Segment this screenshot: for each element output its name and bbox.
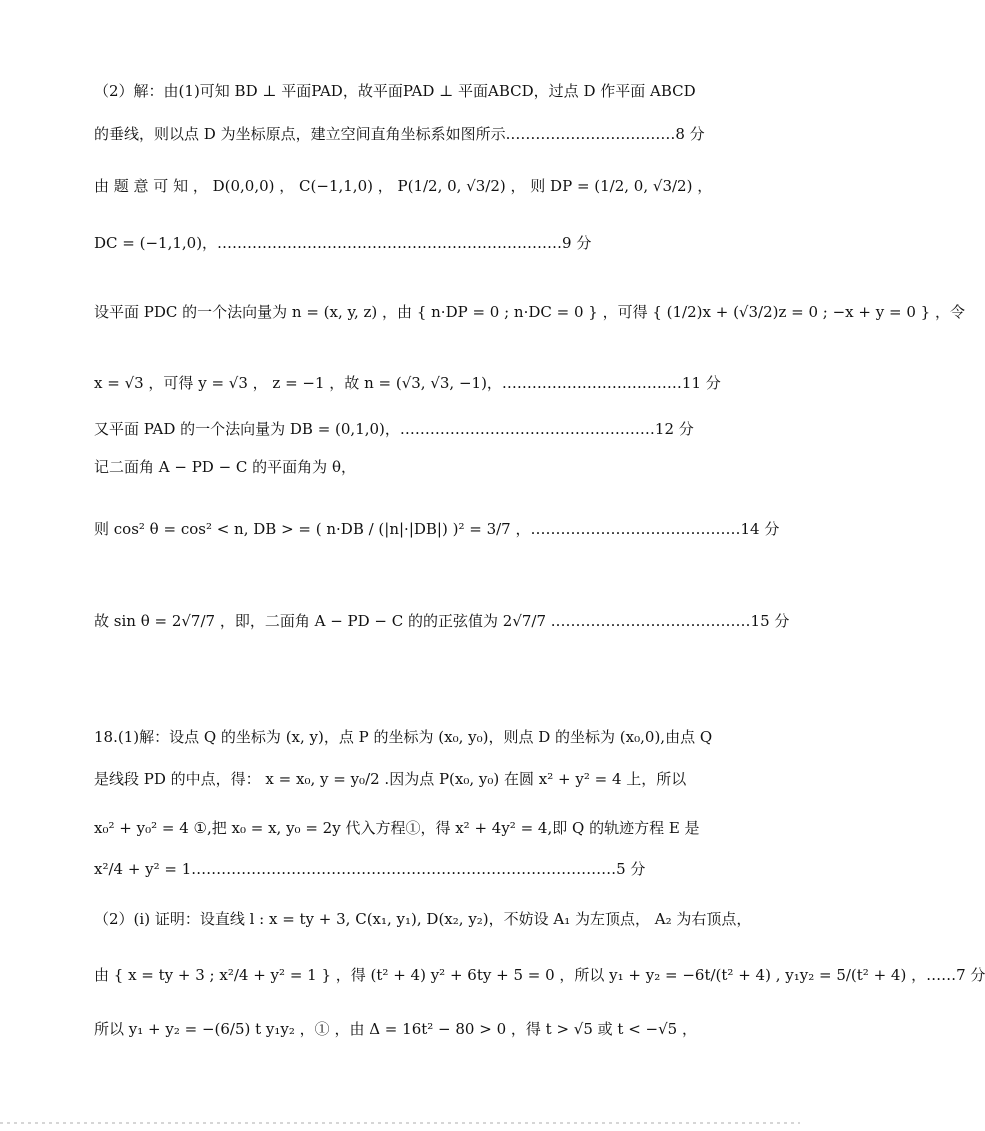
text-line-14: x²/4 + y² = 1.…………………………………………………………………………5 分: [94, 860, 646, 878]
text-line-17: 所以 y₁ + y₂ = −(6/5) t y₁y₂ ，① ，由 Δ = 16t² − 80 > 0 ，得 t > √5 或 t < −√5 ，: [94, 1020, 697, 1038]
text-line-12: 是线段 PD 的中点，得： x = x₀, y = y₀/2 .因为点 P(x₀, y₀) 在圆 x² + y² = 4 上，所以: [94, 770, 687, 788]
text-line-11: 18.(1)解：设点 Q 的坐标为 (x, y)，点 P 的坐标为 (x₀, y₀)，则点 D 的坐标为 (x₀,0),由点 Q: [94, 728, 713, 746]
text-line-16: 由 { x = ty + 3 ; x²/4 + y² = 1 } ，得 (t² + 4) y² + 6ty + 5 = 0 ，所以 y₁ + y₂ = −6t/(t² + 4) , y₁y₂ = 5/(t² + 4) ，……7 分: [94, 966, 985, 984]
page-bottom-rule: [0, 1122, 800, 1124]
text-line-10: 故 sin θ = 2√7/7 ，即，二面角 A − PD − C 的的正弦值为 2√7/7 .…………………………………15 分: [94, 612, 790, 630]
text-line-7: 又平面 PAD 的一个法向量为 DB = (0,1,0)，……………………………………………12 分: [94, 420, 694, 438]
text-line-9: 则 cos² θ = cos² < n, DB > = ( n·DB / (|n|·|DB|) )² = 3/7 ，……………………………………14 分: [94, 520, 780, 538]
text-line-1: （2）解：由(1)可知 BD ⊥ 平面PAD，故平面PAD ⊥ 平面ABCD，过点 D 作平面 ABCD: [94, 82, 696, 100]
text-line-13: x₀² + y₀² = 4 ①,把 x₀ = x, y₀ = 2y 代入方程①，得 x² + 4y² = 4,即 Q 的轨迹方程 E 是: [94, 819, 700, 837]
text-line-8: 记二面角 A − PD − C 的平面角为 θ，: [94, 458, 356, 476]
text-line-15: （2）(i) 证明：设直线 l : x = ty + 3, C(x₁, y₁), D(x₂, y₂)，不妨设 A₁ 为左顶点， A₂ 为右顶点，: [94, 910, 752, 928]
text-line-5: 设平面 PDC 的一个法向量为 n = (x, y, z) ，由 { n·DP = 0 ; n·DC = 0 } ，可得 { (1/2)x + (√3/2)z = 0 ; −x + y = 0 } ，令: [94, 303, 965, 321]
text-line-3: 由 题 意 可 知 ， D(0,0,0) ， C(−1,1,0) ， P(1/2, 0, √3/2) ， 则 DP = (1/2, 0, √3/2) ，: [94, 177, 713, 195]
text-line-4: DC = (−1,1,0)，……………………………………………………………9 分: [94, 234, 592, 252]
text-line-2: 的垂线，则以点 D 为坐标原点，建立空间直角坐标系如图所示.……………………………8 分: [94, 125, 705, 143]
text-line-6: x = √3 ，可得 y = √3 ， z = −1 ，故 n = (√3, √3, −1)，………………………………11 分: [94, 374, 721, 392]
